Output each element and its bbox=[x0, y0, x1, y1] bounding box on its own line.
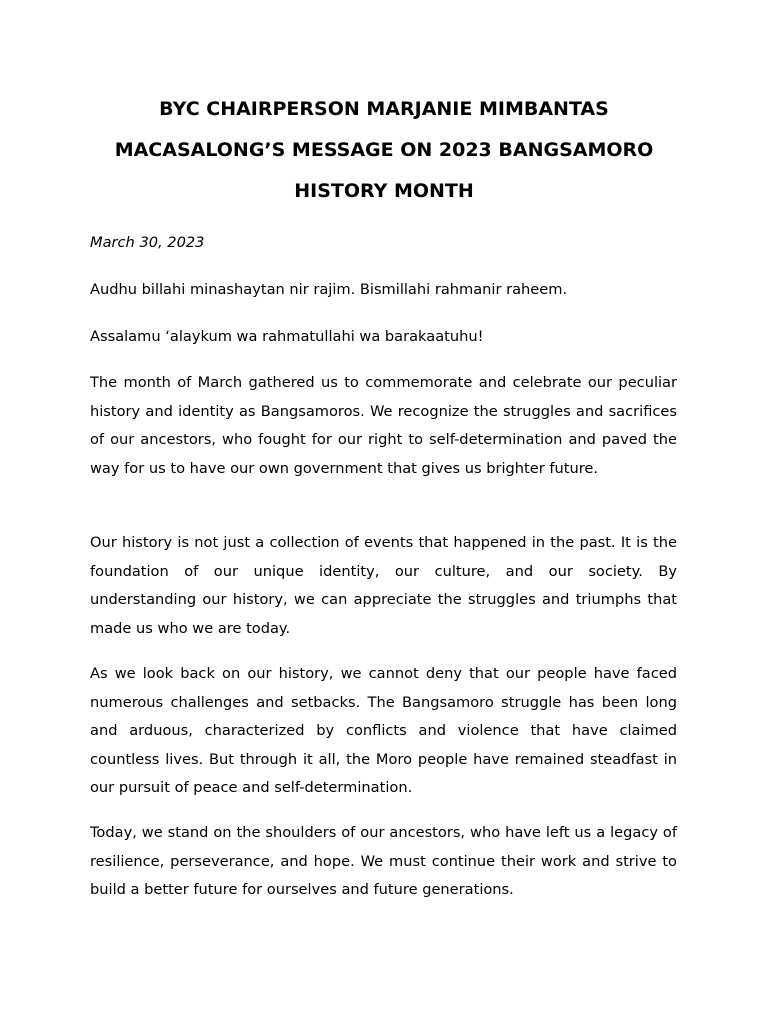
title-line-2: MACASALONG’S MESSAGE ON 2023 BANGSAMORO bbox=[114, 139, 654, 161]
message-date: March 30, 2023 bbox=[90, 234, 205, 251]
opening-invocation: Audhu billahi minashaytan nir rajim. Bismillahi rahmanir raheem. bbox=[90, 281, 568, 298]
title-line-3: HISTORY MONTH bbox=[294, 180, 474, 202]
paragraph-legacy: Today, we stand on the shoulders of our ancestors, who have left us a legacy of resilience, perseverance, and hope. We must continue their work and strive to build a better future for ourselves and future generations. bbox=[90, 824, 677, 898]
paragraph-struggle: As we look back on our history, we cannot deny that our people have faced numerous challenges and setbacks. The Bangsamoro struggle has been long and arduous, characterized by conflicts and violence that have claimed countless lives. But through it all, the Moro people have remained steadfast in our pursuit of peace and self-determination. bbox=[90, 665, 677, 796]
paragraph-history-foundation: Our history is not just a collection of events that happened in the past. It is the foundation of our unique identity, our culture, and our society. By understanding our history, we can appreciate the struggles and triumphs that made us who we are today. bbox=[90, 534, 677, 637]
page-title bbox=[60, 89, 708, 212]
paragraph-commemoration: The month of March gathered us to commemorate and celebrate our peculiar history and identity as Bangsamoros. We recognize the struggles and sacrifices of our ancestors, who fought for our right to self-determination and paved the way for us to have our own government that gives us brighter future. bbox=[90, 374, 677, 477]
greeting: Assalamu ‘alaykum wa rahmatullahi wa barakaatuhu! bbox=[90, 328, 484, 345]
title-line-1: BYC CHAIRPERSON MARJANIE MIMBANTAS bbox=[159, 98, 609, 120]
